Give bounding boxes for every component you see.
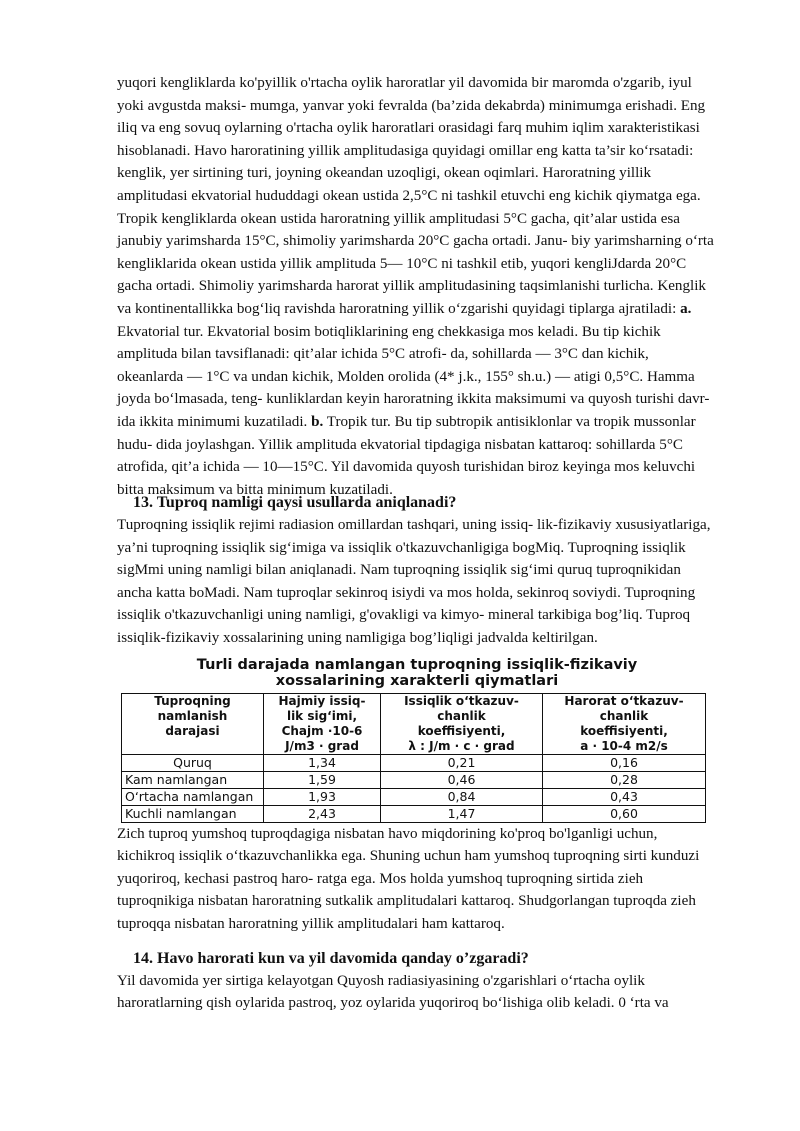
row-label: Quruq	[122, 754, 264, 771]
intro-paragraph	[117, 72, 717, 498]
row-label: Kuchli namlangan	[122, 805, 264, 822]
table-row	[122, 754, 706, 771]
table-title-line-2: xossalarining xarakterli qiymatlari	[275, 672, 559, 689]
header-line: Tuproqning	[154, 693, 231, 708]
header-thermal-conductivity	[381, 693, 543, 754]
header-line: Chajm ·10-6	[281, 723, 363, 738]
header-line: Harorat o‘tkazuv-	[564, 693, 684, 708]
header-thermal-diffusivity	[543, 693, 706, 754]
header-line: lik sig‘imi,	[286, 708, 358, 723]
table-row	[122, 771, 706, 788]
header-line: namlanish	[157, 708, 228, 723]
soil-properties-table	[121, 693, 706, 823]
table-row	[122, 805, 706, 822]
document-page	[117, 72, 717, 1015]
q14-paragraph: Yil davomida yer sirtiga kelayotgan Quyosh radiasiyasining o'zgarishlari o‘rtacha oylik haroratlarning qish oylarida pastroq, yoz oylarida yuqoriroq bo‘lishiga olib keladi. 0 ‘rta va	[117, 972, 669, 1012]
header-line: Issiqlik o‘tkazuv-	[404, 693, 519, 708]
header-heat-capacity	[264, 693, 381, 754]
header-moisture-level	[122, 693, 264, 754]
cell-heat-capacity: 2,43	[264, 805, 381, 822]
cell-thermal-conductivity: 0,46	[381, 771, 543, 788]
row-label: Kam namlangan	[122, 771, 264, 788]
header-line: chanlik	[437, 708, 486, 723]
q13-heading: 13. Tuproq namligi qaysi usullarda aniqlanadi?	[133, 494, 457, 511]
cell-thermal-diffusivity: 0,43	[543, 788, 706, 805]
header-line: a · 10-4 m2/s	[580, 738, 668, 753]
cell-thermal-conductivity: 1,47	[381, 805, 543, 822]
header-line: J/m3 · grad	[285, 738, 359, 753]
cell-thermal-conductivity: 0,21	[381, 754, 543, 771]
after-table-paragraph: Zich tuproq yumshoq tuproqdagiga nisbatan havo miqdorining ko'proq bo'lganligi uchun, kichikroq issiqlik o‘tkazuvchanlikka ega. Shuning uchun ham yumshoq tuproqning sirti kunduzi yuqoriroq, kechasi pastroq haro- ratga ega. Mos holda yumshoq tuproqning sirtida zieh tuproqnikiga nisbatan haroratning sutkalik amplitudalari kattaroq. Shudgorlangan tuproqda zieh tuproqqa nisbatan haroratning yillik amplitudalari ham kattaroq.	[117, 825, 700, 932]
cell-heat-capacity: 1,93	[264, 788, 381, 805]
cell-heat-capacity: 1,59	[264, 771, 381, 788]
intro-text: yuqori kengliklarda ko'pyillik o'rtacha oylik haroratlar yil davomida bir maromda o'zgarib, iyul yoki avgustda maksi- mumga, yanvar yoki fevralda (ba’zida dekabrda) minimumga erishadi. Eng iliq va eng sovuq oylarning o'rtacha oylik haroratlari orasidagi farq muhim iqlim xarakteristikasi hisoblanadi. Havo haroratining yillik amplitudasiga quyidagi omillar eng katta ta’sir ko‘rsatadi: kenglik, yer sirtining turi, joyning okeandan uzoqligi, okean oqimlari. Haroratning yillik amplitudasi ekvatorial hududdagi okean ustida 2,5°C ni tashkil etuvchi eng kichik qiymatga ega. Tropik kengliklarda okean ustida haroratning yillik amplitudasi 5°C gacha, qit’alar ustida esa janubiy yarimsharda 15°C, shimoliy yarimsharda 20°C gacha ortadi. Janu- biy yarimsharning o‘rta kengliklarida okean ustida yillik amplituda 5— 10°C ni tashkil etib, yuqori kengliJdarda 20°C gacha ortadi. Shimoliy yarimsharda harorat yillik amplitudasining taqsimlanishi turlicha. Kenglik va kontinentallikka bog‘liq ravishda haroratning yillik o‘zgarishi quyidagi tiplarga ajratiladi:	[117, 75, 714, 317]
cell-thermal-diffusivity: 0,16	[543, 754, 706, 771]
intro-a-text: Ekvatorial tur. Ekvatorial bosim botiqliklarining eng chekkasiga mos keladi. Bu tip kichik amplituda bilan tavsiflanadi: qit’alar ichida 5°C atrofi- da, sohillarda — 3°C dan kichik, okeanlarda — 1°C va undan kichik, Molden orolida (4* j.k., 155° sh.u.) — atigi 0,5°C. Hamma joyda bo‘lmasada, teng- kunliklardan keyin haroratning ikkita maksimumi va quyosh turishi davr- ida ikkita minimumi kuzatiladi.	[117, 323, 710, 430]
table-header-row	[122, 693, 706, 754]
intro-b-label: b.	[311, 413, 324, 430]
cell-thermal-diffusivity: 0,28	[543, 771, 706, 788]
cell-thermal-diffusivity: 0,60	[543, 805, 706, 822]
cell-thermal-conductivity: 0,84	[381, 788, 543, 805]
table-title	[117, 657, 717, 689]
header-line: Hajmiy issiq-	[278, 693, 366, 708]
header-line: chanlik	[599, 708, 649, 723]
intro-a-label: a.	[680, 300, 692, 317]
header-line: koeffisiyenti,	[580, 723, 668, 738]
header-line: darajasi	[165, 723, 220, 738]
q13-paragraph: Tuproqning issiqlik rejimi radiasion omillardan tashqari, uning issiq- lik-fizikaviy xususiyatlariga, ya’ni tuproqning issiqlik sig‘imiga va issiqlik o'tkazuvchanligiga bogMiq. Tuproqning issiqlik sigMmi uning namligi bilan aniqlanadi. Nam tuproqning issiqlik sig‘imi quruq tuproqnikidan ancha katta boMadi. Nam tuproqlar sekinroq isiydi va mos holda, sekinroq soviydi. Tuproqning issiqlik o'tkazuvchanligi uning namligi, g'ovakligi va kimyo- mineral tarkibiga bog’liq. Tuproq issiqlik-fizikaviy xossalarining uning namligiga bog’liqligi jadvalda keltirilgan.	[117, 517, 711, 646]
intro-b-text: Tropik tur. Bu tip subtropik antisiklonlar va tropik mussonlar hudu- dida joylashgan. Yillik amplituda ekvatorial tipdagiga nisbatan kattaroq: sohillarda 5°C atrofida, qit’a ichida — 10—15°C. Yil davomida quyosh turishidan biroz keyinga mos keluvchi bitta maksimum va bitta minimum kuzatiladi.	[117, 413, 696, 498]
header-line: λ : J/m · c · grad	[408, 738, 515, 753]
q14-heading: 14. Havo harorati kun va yil davomida qanday o’zgaradi?	[133, 949, 529, 967]
row-label: O‘rtacha namlangan	[122, 788, 264, 805]
table-title-line-1: Turli darajada namlangan tuproqning issiqlik-fizikaviy	[196, 656, 638, 673]
cell-heat-capacity: 1,34	[264, 754, 381, 771]
table-row	[122, 788, 706, 805]
header-line: koeffisiyenti,	[417, 723, 506, 738]
